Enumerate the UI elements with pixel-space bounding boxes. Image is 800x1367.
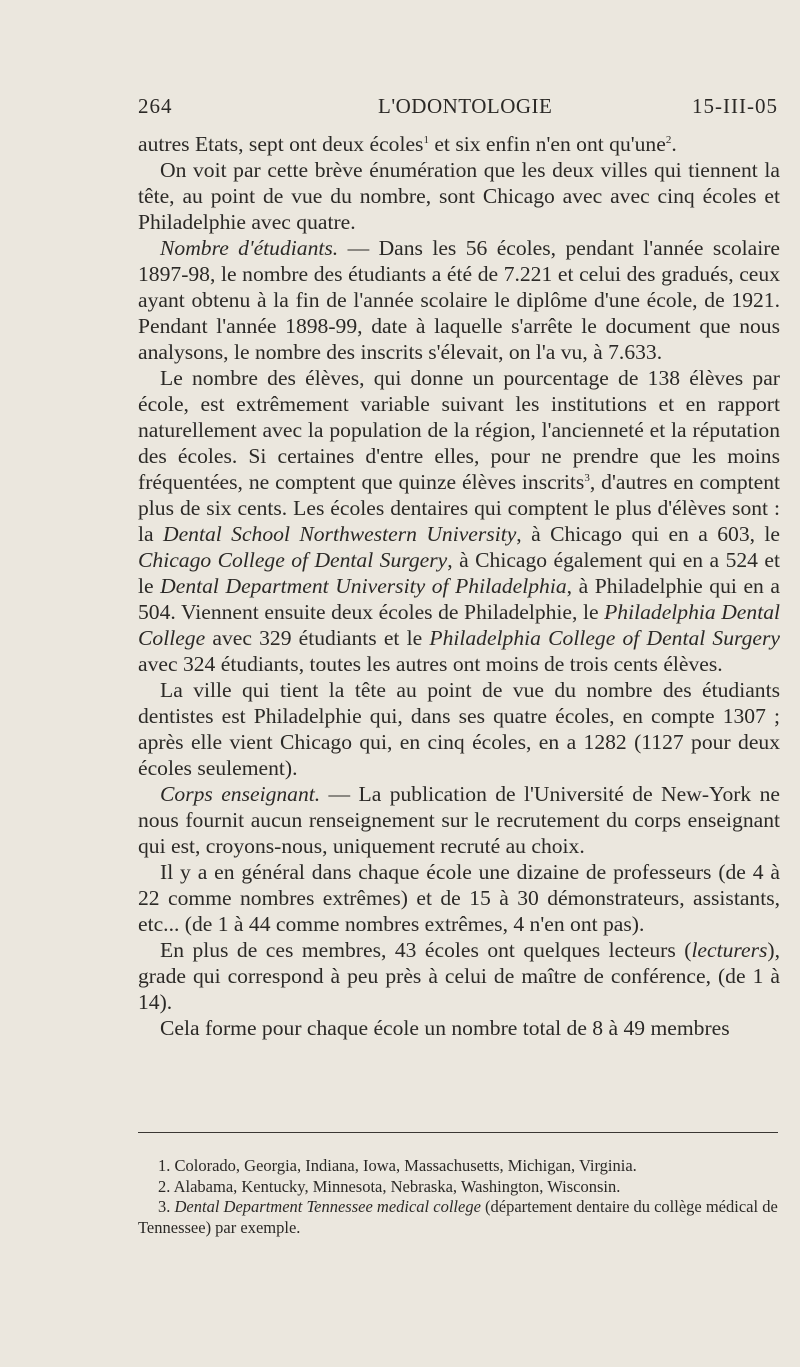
paragraph-3: Nombre d'étudiants. — Dans les 56 écoles, pendant l'année scolaire 1897-98, le nombre des étudiants a été de 7.221 et celui des gradués, ceux ayant obtenu à la fin de l'année scolaire le diplôme d'une école, de 1921. Pendant l'année 1898-99, date à laquelle s'arrête le document que nous analysons, le nombre des inscrits s'élevait, on l'a vu, à 7.633. — [138, 236, 780, 364]
term-lecturers: lecturers — [691, 938, 768, 962]
section-heading-faculty: Corps enseignant. — [160, 782, 321, 806]
footnote-italic: Dental Department Tennessee medical college — [174, 1197, 481, 1216]
school-name: Dental Department University of Philadelphia — [160, 574, 567, 598]
footnote-1: 1. Colorado, Georgia, Indiana, Iowa, Massachusetts, Michigan, Virginia. — [158, 1156, 637, 1175]
footnote-ref-3: 3 — [584, 471, 590, 484]
paragraph-8: En plus de ces membres, 43 écoles ont quelques lecteurs (lecturers), grade qui correspond à peu près à celui de maître de conférence, (de 1 à 14). — [138, 938, 780, 1014]
paragraph-5: La ville qui tient la tête au point de vue du nombre des étudiants dentistes est Philadelphie qui, dans ses quatre écoles, en compte 1307 ; après elle vient Chicago qui, en cinq écoles, en a 1282 (1127 pour deux écoles seulement). — [138, 678, 780, 780]
footnote-ref-2: 2 — [665, 133, 672, 146]
running-header — [138, 94, 778, 124]
school-name: Philadelphia College of Dental Surgery — [429, 626, 780, 650]
footnote-3: 3. Dental Department Tennessee medical college (département dentaire du collège médical de Tennessee) par exemple. — [138, 1197, 778, 1237]
paragraph-1: autres Etats, sept ont deux écoles$^1$ et six enfin n'en ont qu'une$^2$. — [138, 132, 677, 156]
main-text — [138, 131, 780, 1041]
paragraph-4: Le nombre des élèves, qui donne un pourcentage de 138 élèves par école, est extrêmement variable suivant les institutions et en rapport naturellement avec la population de la région, l'ancienneté et la réputation des écoles. Si certaines d'entre elles, pour ne prendre que les moins fréquentées, ne comptent que quinze élèves inscrits$^3$, d'autres en comptent plus de six cents. Les écoles dentaires qui comptent le plus d'élèves sont : la Dental School Northwestern University, à Chicago qui en a 603, le Chicago College of Dental Surgery, à Chicago également qui en a 524 et le Dental Department University of Philadelphia, à Philadelphie qui en a 504. Viennent ensuite deux écoles de Philadelphie, le Philadelphia Dental College avec 329 étudiants et le Philadelphia College of Dental Surgery avec 324 étudiants, toutes les autres ont moins de trois cents élèves. — [138, 366, 781, 676]
page-number: 264 — [138, 94, 173, 118]
paragraph-7: Il y a en général dans chaque école une dizaine de professeurs (de 4 à 22 comme nombres extrêmes) et de 15 à 30 démonstrateurs, assistants, etc... (de 1 à 44 comme nombres extrêmes, 4 n'en ont pas). — [138, 860, 780, 936]
footnote-ref-1: 1 — [423, 133, 429, 146]
school-name: Philadelphia Dental College — [138, 600, 780, 650]
section-heading-students: Nombre d'étudiants. — [160, 236, 339, 260]
footnote-2: 2. Alabama, Kentucky, Minnesota, Nebraska, Washington, Wisconsin. — [158, 1176, 621, 1196]
footnotes — [138, 1156, 778, 1238]
running-title: L'ODONTOLOGIE — [378, 94, 553, 118]
school-name: Dental School Northwestern University — [163, 522, 517, 546]
paragraph-9: Cela forme pour chaque école un nombre total de 8 à 49 membres — [160, 1016, 730, 1040]
footnote-rule — [138, 1132, 778, 1133]
paragraph-2: On voit par cette brève énumération que les deux villes qui tiennent la tête, au point de vue du nombre, sont Chicago avec avec cinq écoles et Philadelphie avec quatre. — [138, 158, 780, 234]
paragraph-6: Corps enseignant. — La publication de l'Université de New-York ne nous fournit aucun renseignement sur le recrutement du corps enseignant qui est, croyons-nous, uniquement recruté au choix. — [138, 782, 780, 858]
school-name: Chicago College of Dental Surgery — [138, 548, 448, 572]
issue-date: 15-III-05 — [692, 94, 778, 118]
